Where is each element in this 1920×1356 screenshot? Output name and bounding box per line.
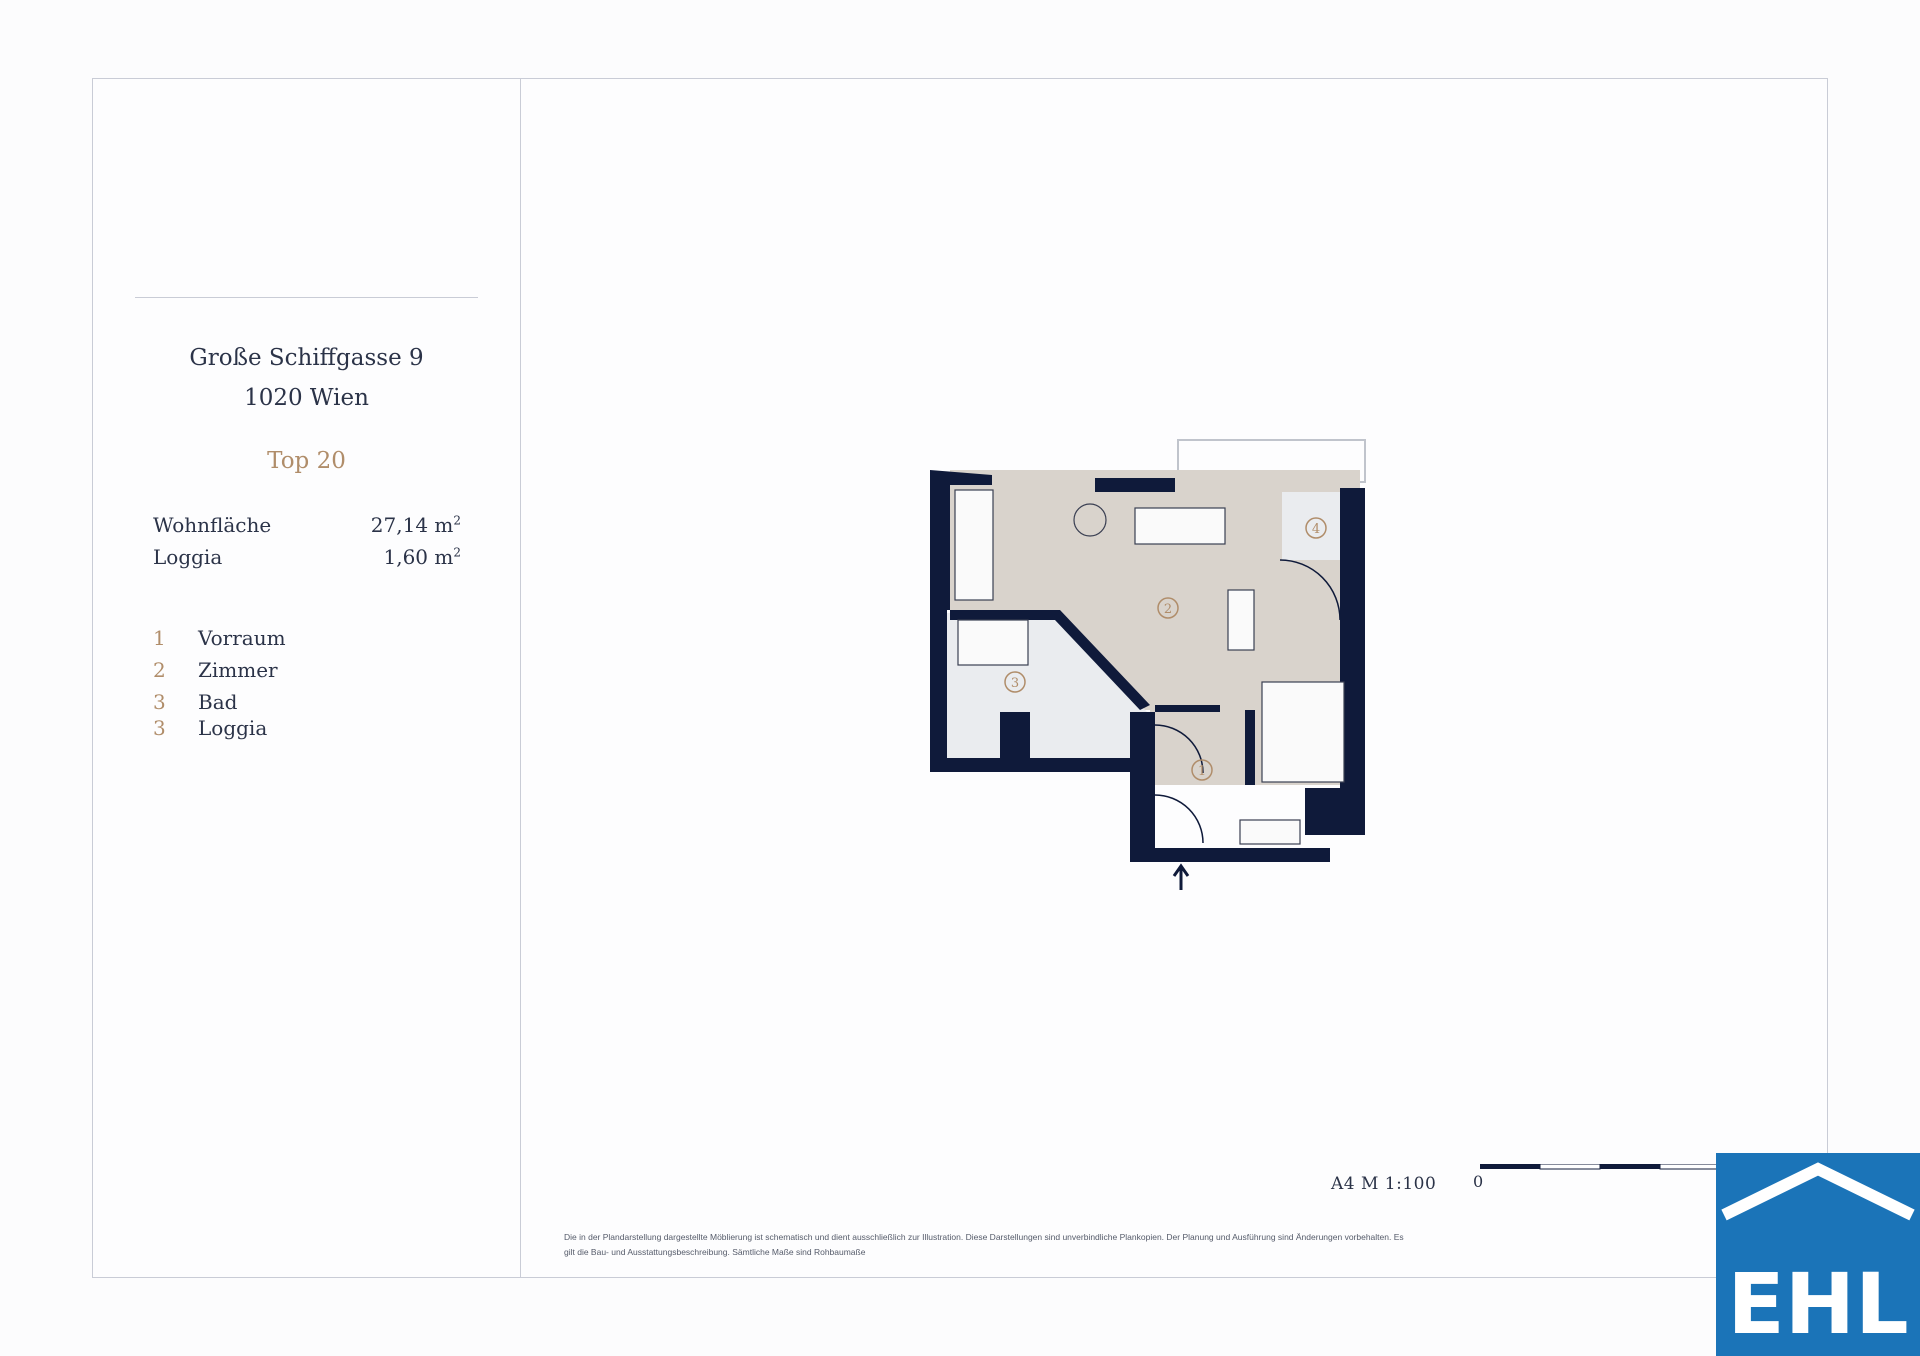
wall [930, 758, 1150, 772]
room-number: 4 [1311, 522, 1321, 537]
address-city: 1020 Wien [244, 385, 369, 411]
legend-item: 3 Bad [153, 690, 238, 714]
wall [1130, 712, 1155, 860]
wall [1340, 488, 1365, 835]
table [1228, 590, 1254, 650]
unit-title: Top 20 [267, 448, 346, 474]
wall [1000, 712, 1030, 765]
panel-divider [520, 78, 521, 1278]
legend-item: 1 Vorraum [153, 626, 286, 650]
area-label: Loggia [153, 545, 223, 569]
door-swing [1155, 795, 1203, 843]
wall [1305, 788, 1342, 835]
sofa [1135, 508, 1225, 544]
area-value: 27,14 $m^2$ [370, 513, 461, 537]
scale-zero: 0 [1473, 1172, 1484, 1191]
entrance-arrow-icon [1174, 866, 1188, 890]
legend-item: 2 Zimmer [153, 658, 278, 682]
bathtub [958, 620, 1028, 665]
wall [1155, 705, 1220, 712]
bed [1262, 682, 1344, 782]
address-street: Große Schiffgasse 9 [189, 345, 424, 371]
wall [1130, 848, 1330, 862]
area-row-living [153, 513, 461, 537]
disclaimer: Die in der Plandarstellung dargestellte Möblierung ist schematisch und dient ausschließlich zur Illustration. Diese Darstellungen sind unverbindliche Plankopien. Der Planung und Ausführung sind Änderungen vorbehalten. Es gilt die Bau- und Ausstattungsbeschreibung. Sämtliche Maße sind Rohbaumaße [564, 1232, 1404, 1257]
legend-item: 3 Loggia [153, 716, 268, 740]
room-number: 2 [1163, 602, 1173, 617]
ehl-logo[interactable] [1716, 1153, 1920, 1356]
svg-text:EHL: EHL [1727, 1255, 1909, 1353]
header-rule [135, 297, 478, 298]
scale-bar [1480, 1164, 1720, 1172]
scale-label: A4 M 1:100 [1331, 1174, 1437, 1194]
room-number: 1 [1197, 764, 1207, 779]
kitchen-counter [955, 490, 993, 600]
wall [1245, 710, 1255, 785]
area-value: 1,60 $m^2$ [383, 545, 461, 569]
wall [1095, 478, 1175, 492]
floor-plan [900, 420, 1380, 900]
room-number: 3 [1010, 676, 1020, 691]
wardrobe [1240, 820, 1300, 844]
area-row-loggia [153, 545, 461, 569]
area-label: Wohnfläche [153, 513, 272, 537]
